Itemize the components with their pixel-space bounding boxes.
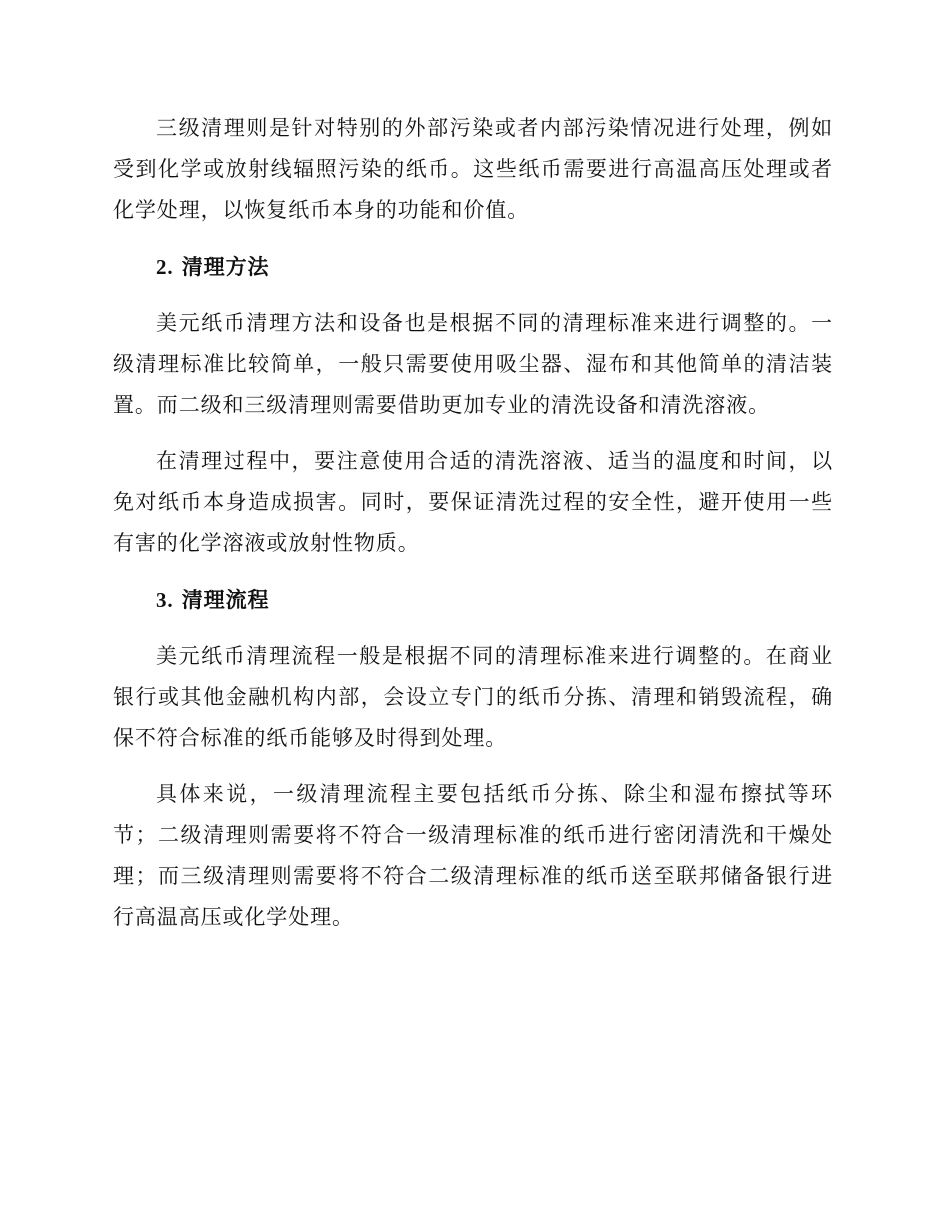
section-heading-cleaning-process bbox=[113, 579, 833, 621]
paragraph-methods-and-equipment: 美元纸币清理方法和设备也是根据不同的清理标准来进行调整的。一级清理标准比较简单，一般只需要使用吸尘器、湿布和其他简单的清洁装置。而二级和三级清理则需要借助更加专业的清洗设备和清洗溶液。 bbox=[113, 311, 833, 417]
section-title: 清理流程 bbox=[181, 587, 270, 612]
section-title: 清理方法 bbox=[181, 254, 270, 279]
document-body bbox=[113, 108, 833, 953]
section-number: 2. bbox=[156, 255, 174, 279]
section-heading-cleaning-methods bbox=[113, 246, 833, 288]
paragraph-cleaning-precautions: 在清理过程中，要注意使用合适的清洗溶液、适当的温度和时间，以免对纸币本身造成损害。同时，要保证清洗过程的安全性，避开使用一些有害的化学溶液或放射性物质。 bbox=[113, 449, 833, 555]
paragraph-third-level-cleaning: 三级清理则是针对特别的外部污染或者内部污染情况进行处理，例如受到化学或放射线辐照污染的纸币。这些纸币需要进行高温高压处理或者化学处理，以恢复纸币本身的功能和价值。 bbox=[113, 116, 833, 222]
paragraph-process-details: 具体来说，一级清理流程主要包括纸币分拣、除尘和湿布擦拭等环节；二级清理则需要将不符合一级清理标准的纸币进行密闭清洗和干燥处理；而三级清理则需要将不符合二级清理标准的纸币送至联邦储备银行进行高温高压或化学处理。 bbox=[113, 782, 833, 929]
section-number: 3. bbox=[156, 588, 174, 612]
paragraph-process-overview: 美元纸币清理流程一般是根据不同的清理标准来进行调整的。在商业银行或其他金融机构内部，会设立专门的纸币分拣、清理和销毁流程，确保不符合标准的纸币能够及时得到处理。 bbox=[113, 644, 833, 750]
